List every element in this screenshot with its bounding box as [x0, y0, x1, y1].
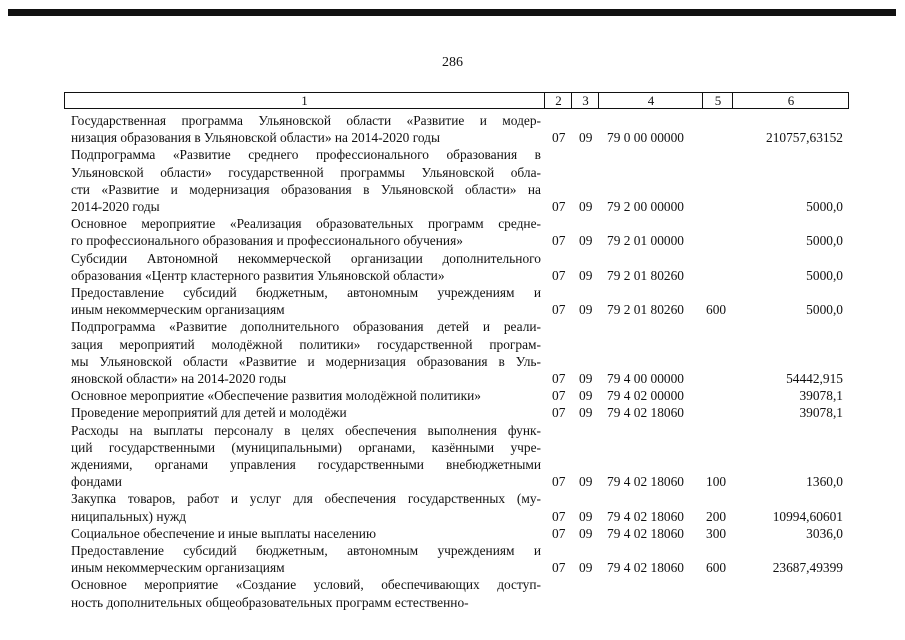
- row-cell-c2: 07: [552, 560, 566, 576]
- row-cell-c4: 79 0 00 00000: [607, 130, 684, 146]
- description-line: фондами: [71, 474, 122, 490]
- row-cell-c6: 5000,0: [806, 302, 843, 318]
- row-cell-c2: 07: [552, 474, 566, 490]
- row-cell-c6: 5000,0: [806, 198, 843, 214]
- row-cell-c3: 09: [579, 560, 593, 576]
- row-description: [71, 112, 541, 146]
- description-line: иным некоммерческим организациям: [71, 302, 285, 318]
- table-row: [0, 146, 905, 215]
- description-line: Предоставление субсидий бюджетным, автономным учреждениям и: [71, 284, 541, 300]
- row-description: [71, 404, 541, 421]
- table-header: [64, 92, 849, 109]
- row-cell-c6: 39078,1: [799, 405, 843, 421]
- row-cell-c6: 5000,0: [806, 233, 843, 249]
- row-description: [71, 250, 541, 284]
- row-cell-c3: 09: [579, 233, 593, 249]
- row-cell-c5: 600: [706, 560, 727, 576]
- page-number: 286: [442, 55, 463, 70]
- row-description: [71, 318, 541, 387]
- description-line: мы Ульяновской области «Развитие и модернизация образования в Уль-: [71, 353, 541, 369]
- description-line: низация образования в Ульяновской области» на 2014-2020 годы: [71, 130, 440, 146]
- description-line: ций государственными (муниципальными) органами, казёнными учре-: [71, 439, 541, 455]
- table-row: [0, 404, 905, 421]
- table-row: [0, 387, 905, 404]
- row-cell-c2: 07: [552, 388, 566, 404]
- description-line: Государственная программа Ульяновской области «Развитие и модер-: [71, 113, 541, 128]
- description-line: Подпрограмма «Развитие дополнительного образования детей и реали-: [71, 319, 541, 335]
- table-row: [0, 215, 905, 249]
- table-row: [0, 250, 905, 284]
- row-cell-c2: 07: [552, 525, 566, 541]
- header-col-5: 5: [702, 93, 733, 108]
- top-border-bar: [8, 9, 896, 16]
- row-cell-c3: 09: [579, 370, 593, 386]
- row-cell-c2: 07: [552, 198, 566, 214]
- header-col-2: 2: [544, 93, 572, 108]
- description-line: Закупка товаров, работ и услуг для обеспечения государственных (му-: [71, 491, 541, 507]
- row-cell-c5: 200: [706, 508, 727, 524]
- row-cell-c4: 79 4 02 18060: [607, 560, 684, 576]
- row-cell-c3: 09: [579, 525, 593, 541]
- row-description: [71, 422, 541, 491]
- description-line: Социальное обеспечение и иные выплаты населению: [71, 525, 376, 541]
- table-row: [0, 284, 905, 318]
- row-cell-c6: 3036,0: [806, 525, 843, 541]
- row-cell-c2: 07: [552, 267, 566, 283]
- description-line: го профессионального образования и профессионального обучения»: [71, 233, 463, 249]
- row-cell-c3: 09: [579, 405, 593, 421]
- row-cell-c4: 79 2 01 00000: [607, 233, 684, 249]
- description-line: иным некоммерческим организациям: [71, 560, 285, 576]
- row-cell-c4: 79 2 00 00000: [607, 198, 684, 214]
- row-cell-c4: 79 2 01 80260: [607, 302, 684, 318]
- description-line: Проведение мероприятий для детей и молодёжи: [71, 405, 347, 421]
- row-cell-c2: 07: [552, 130, 566, 146]
- row-cell-c5: 600: [706, 302, 727, 318]
- row-cell-c3: 09: [579, 198, 593, 214]
- row-cell-c6: 54442,915: [786, 370, 843, 386]
- table-row: [0, 422, 905, 491]
- row-cell-c3: 09: [579, 388, 593, 404]
- row-cell-c4: 79 2 01 80260: [607, 267, 684, 283]
- row-cell-c2: 07: [552, 233, 566, 249]
- description-line: Подпрограмма «Развитие среднего профессионального образования в: [71, 147, 541, 163]
- row-cell-c2: 07: [552, 405, 566, 421]
- table-row: [0, 112, 905, 146]
- row-cell-c4: 79 4 02 18060: [607, 405, 684, 421]
- row-cell-c3: 09: [579, 474, 593, 490]
- description-line: Основное мероприятие «Обеспечение развития молодёжной политики»: [71, 388, 481, 404]
- table-row: [0, 318, 905, 387]
- description-line: Основное мероприятие «Создание условий, обеспечивающих доступ-: [71, 577, 541, 593]
- row-cell-c6: 1360,0: [806, 474, 843, 490]
- row-cell-c3: 09: [579, 130, 593, 146]
- row-cell-c4: 79 4 02 18060: [607, 525, 684, 541]
- description-line: яновской области» на 2014-2020 годы: [71, 370, 287, 386]
- description-line: Основное мероприятие «Реализация образовательных программ средне-: [71, 216, 541, 232]
- description-line: 2014-2020 годы: [71, 199, 160, 214]
- row-cell-c2: 07: [552, 302, 566, 318]
- row-cell-c5: 300: [706, 525, 727, 541]
- row-cell-c4: 79 4 02 18060: [607, 474, 684, 490]
- description-line: ниципальных) нужд: [71, 508, 187, 524]
- header-col-6: 6: [732, 93, 849, 108]
- table-row: [0, 525, 905, 542]
- description-line: Ульяновской области» государственной программы Ульяновской обла-: [71, 164, 541, 180]
- header-col-3: 3: [571, 93, 599, 108]
- row-cell-c4: 79 4 02 00000: [607, 388, 684, 404]
- row-cell-c6: 10994,60601: [772, 508, 843, 524]
- row-cell-c4: 79 4 02 18060: [607, 508, 684, 524]
- description-line: ность дополнительных общеобразовательных программ естественно-: [71, 594, 469, 610]
- row-cell-c5: 100: [706, 474, 727, 490]
- description-line: Субсидии Автономной некоммерческой организации дополнительного: [71, 250, 541, 266]
- row-description: [71, 525, 541, 542]
- row-description: [71, 215, 541, 249]
- description-line: ждениями, органами управления государственными внебюджетными: [71, 456, 541, 472]
- row-cell-c3: 09: [579, 302, 593, 318]
- description-line: образования «Центр кластерного развития Ульяновской области»: [71, 267, 445, 283]
- row-cell-c2: 07: [552, 508, 566, 524]
- row-cell-c6: 210757,63152: [766, 130, 843, 146]
- row-description: [71, 387, 541, 404]
- table-row: [0, 542, 905, 576]
- row-cell-c6: 5000,0: [806, 267, 843, 283]
- description-line: Расходы на выплаты персоналу в целях обеспечения выполнения функ-: [71, 422, 541, 438]
- row-cell-c6: 39078,1: [799, 388, 843, 404]
- row-cell-c2: 07: [552, 370, 566, 386]
- row-cell-c6: 23687,49399: [772, 560, 843, 576]
- description-line: зация мероприятий молодёжной политики» государственной програм-: [71, 336, 541, 352]
- row-description: [71, 284, 541, 318]
- row-description: [71, 146, 541, 215]
- row-description: [71, 490, 541, 524]
- row-cell-c3: 09: [579, 267, 593, 283]
- row-cell-c3: 09: [579, 508, 593, 524]
- header-col-4: 4: [598, 93, 703, 108]
- table-row: [0, 490, 905, 524]
- table-row: [0, 576, 905, 610]
- description-line: сти «Развитие и модернизация образования в Ульяновской области» на: [71, 181, 541, 197]
- row-cell-c4: 79 4 00 00000: [607, 370, 684, 386]
- row-description: [71, 576, 541, 610]
- table-body: [0, 112, 905, 611]
- row-description: [71, 542, 541, 576]
- header-col-1: 1: [301, 93, 308, 108]
- description-line: Предоставление субсидий бюджетным, автономным учреждениям и: [71, 542, 541, 558]
